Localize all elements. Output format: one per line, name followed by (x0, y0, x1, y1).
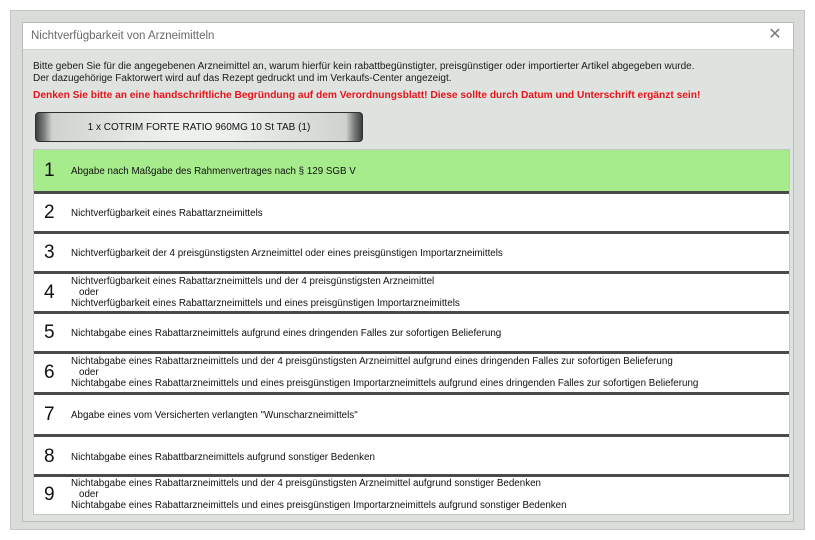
option-6[interactable] (34, 354, 789, 395)
option-line: Abgabe nach Maßgabe des Rahmenvertrages nach § 129 SGB V (71, 166, 356, 177)
info-line-2: Der dazugehörige Faktorwert wird auf das Rezept gedruckt und im Verkaufs-Center angezeigt. (33, 73, 452, 84)
option-8[interactable] (34, 437, 789, 477)
option-number: 6 (44, 362, 55, 383)
option-number: 8 (44, 446, 55, 467)
close-icon[interactable]: ✕ (768, 26, 782, 43)
option-line-or: oder (79, 287, 99, 298)
option-text (71, 356, 698, 389)
option-text (71, 166, 356, 177)
option-line: Nichtverfügbarkeit der 4 preisgünstigsten Arzneimittel oder eines preisgünstigen Importarzneimittels (71, 248, 503, 259)
dialog (22, 22, 794, 522)
info-text (33, 61, 783, 85)
option-9[interactable] (34, 477, 789, 514)
option-text (71, 248, 503, 259)
reason-list (33, 149, 790, 515)
window-background (10, 10, 805, 530)
option-line: Nichtverfügbarkeit eines Rabattarzneimittels (71, 208, 263, 219)
warning-text: Denken Sie bitte an eine handschriftliche Begründung auf dem Verordnungsblatt! Diese sollte durch Datum und Unterschrift ergänzt sein! (33, 90, 701, 101)
article-button[interactable]: 1 x COTRIM FORTE RATIO 960MG 10 St TAB (1) (35, 112, 363, 142)
option-7[interactable] (34, 395, 789, 437)
option-text (71, 276, 460, 309)
option-number: 4 (44, 282, 55, 303)
dialog-title: Nichtverfügbarkeit von Arzneimitteln (31, 30, 215, 42)
option-number: 3 (44, 242, 55, 263)
option-number: 1 (44, 160, 55, 181)
option-4[interactable] (34, 274, 789, 314)
option-text (71, 410, 358, 421)
option-line: Nichtabgabe eines Rabattarzneimittels und der 4 preisgünstigsten Arzneimittel aufgrund eines dringenden Falles zur sofortigen Belieferung (71, 356, 673, 367)
option-text (71, 452, 375, 463)
option-1[interactable] (34, 150, 789, 194)
titlebar (23, 23, 793, 50)
option-number: 9 (44, 484, 55, 505)
option-text (71, 208, 263, 219)
option-number: 2 (44, 202, 55, 223)
option-text (71, 328, 501, 339)
option-number: 7 (44, 404, 55, 425)
option-3[interactable] (34, 234, 789, 274)
option-line: Nichtverfügbarkeit eines Rabattarzneimittels und eines preisgünstigen Importarzneimittels (71, 298, 460, 309)
info-line-1: Bitte geben Sie für die angegebenen Arzneimittel an, warum hierfür kein rabattbegünstigter, preisgünstiger oder importierter Artikel abgegeben wurde. (33, 61, 695, 72)
option-line: Abgabe eines vom Versicherten verlangten "Wunscharzneimittels" (71, 410, 358, 421)
option-number: 5 (44, 322, 55, 343)
option-line: Nichtabgabe eines Rabattarzneimittels und der 4 preisgünstigsten Arzneimittel aufgrund sonstiger Bedenken (71, 478, 541, 489)
option-line-or: oder (79, 489, 99, 500)
option-line: Nichtverfügbarkeit eines Rabattarzneimittels und der 4 preisgünstigsten Arzneimittel (71, 276, 435, 287)
option-line: Nichtabgabe eines Rabattbarzneimittels aufgrund sonstiger Bedenken (71, 452, 375, 463)
option-text (71, 478, 567, 511)
option-5[interactable] (34, 314, 789, 354)
option-line: Nichtabgabe eines Rabattarzneimittels und eines preisgünstigen Importarzneimittels aufgrund sonstiger Bedenken (71, 500, 567, 511)
option-line: Nichtabgabe eines Rabattarzneimittels aufgrund eines dringenden Falles zur sofortigen Belieferung (71, 328, 502, 339)
option-line-or: oder (79, 367, 99, 378)
option-line: Nichtabgabe eines Rabattarzneimittels und eines preisgünstigen Importarzneimittels aufgrund eines dringenden Falles zur sofortigen Belieferung (71, 378, 699, 389)
option-2[interactable] (34, 194, 789, 234)
